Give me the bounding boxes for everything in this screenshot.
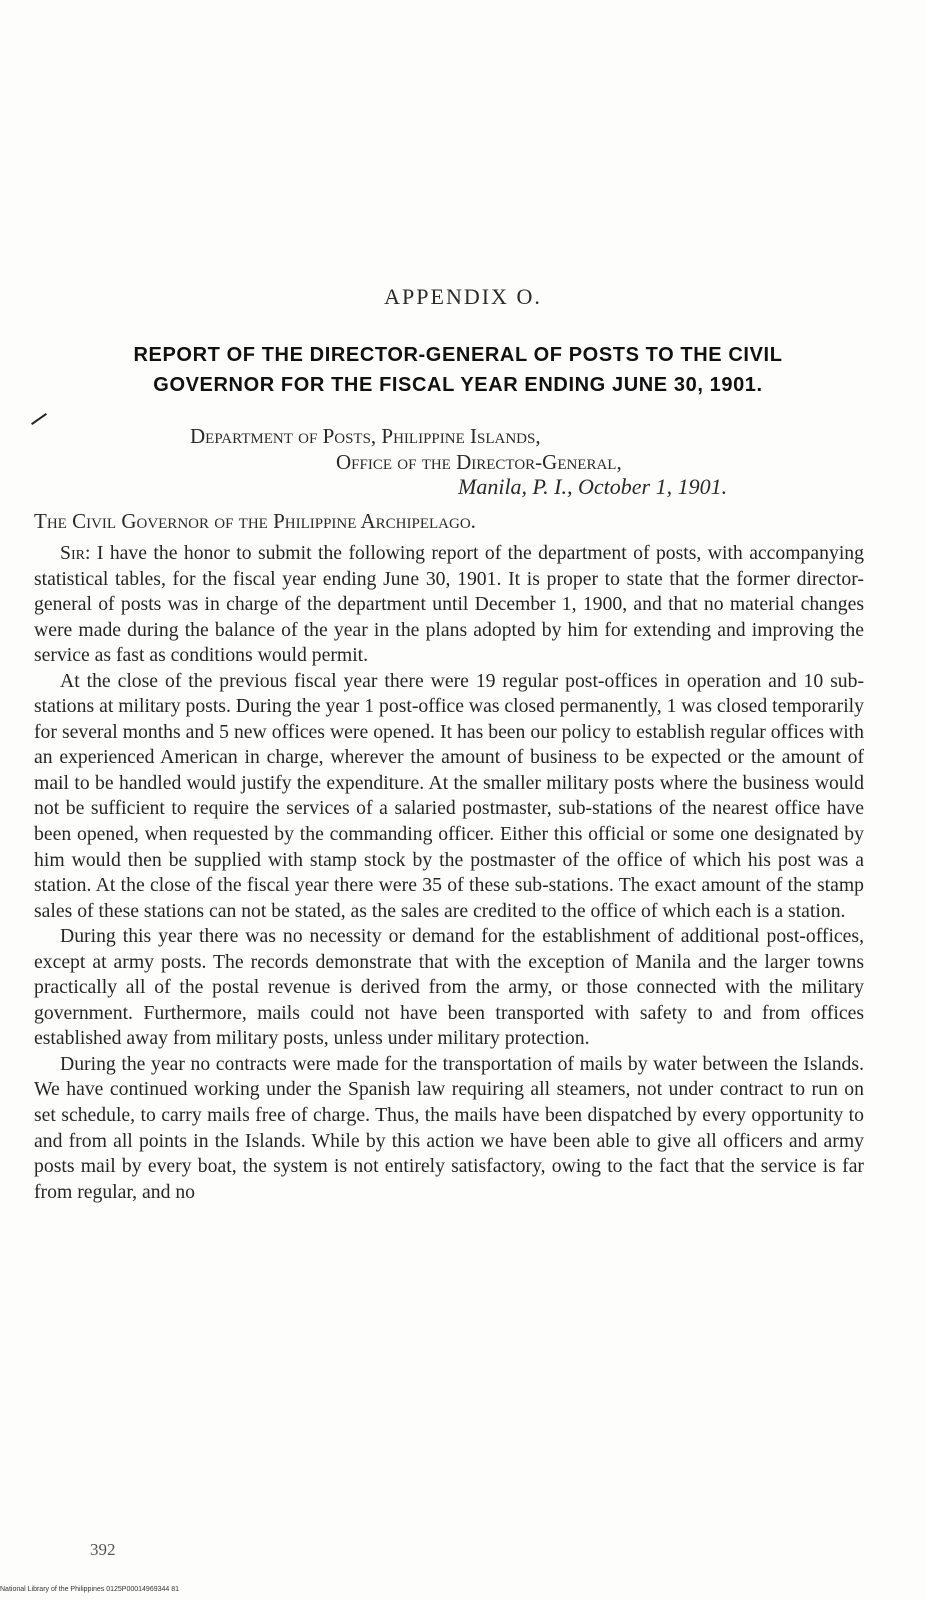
report-title: [30, 340, 886, 400]
paragraph-4: During the year no contracts were made for the transportation of mails by water between the Islands. We have continued working under the Spanish law requiring all steamers, not under contract to run on set schedule, to carry mails free of charge. Thus, the mails have been dispatched by every opportunity to and from all points in the Islands. While by this action we have been able to give all officers and army posts mail by every boat, the system is not entirely satisfactory, owing to the fact that the service is far from regular, and no: [34, 1052, 864, 1203]
report-body: [34, 541, 864, 1205]
page-number: 392: [90, 1540, 116, 1559]
appendix-heading: APPENDIX O.: [384, 284, 542, 309]
place-date-line: Manila, P. I., October 1, 1901.: [458, 474, 728, 499]
paragraph-2: At the close of the previous fiscal year there were 19 regular post-offices in operation and 10 sub-stations at military posts. During the year 1 post-office was closed permanently, 1 was closed temporarily for several months and 5 new offices were opened. It has been our policy to establish regular offices with an experienced American in charge, wherever the amount of business to be expected or the amount of mail to be handled would justify the expenditure. At the smaller military posts where the business would not be sufficient to require the services of a salaried postmaster, sub-stations of the nearest office have been opened, when requested by the commanding officer. Either this official or some one designated by him would then be supplied with stamp stock by the postmaster of the office of which his post was a station. At the close of the fiscal year there were 35 of these sub-stations. The exact amount of the stamp sales of these stations can not be stated, as the sales are credited to the office of which each is a station.: [34, 669, 864, 922]
addressee: The Civil Governor of the Philippine Archipelago.: [34, 509, 476, 533]
paragraph-1-text: I have the honor to submit the following report of the department of posts, with accompanying statistical tables, for the fiscal year ending June 30, 1901. It is proper to state that the former director-general of posts was in charge of the department until December 1, 1900, and that no material changes were made during the balance of the year in the plans adopted by him for extending and improving the service as fast as conditions would permit.: [34, 542, 864, 667]
pen-mark: [31, 413, 47, 425]
report-title-line-2: GOVERNOR FOR THE FISCAL YEAR ENDING JUNE 30, 1901.: [153, 374, 763, 396]
paragraph-3: During this year there was no necessity or demand for the establishment of additional post-offices, except at army posts. The records demonstrate that with the exception of Manila and the larger towns practically all of the postal revenue is derived from the army, or those connected with the military government. Furthermore, mails could not have been transported with safety to and from offices established away from military posts, unless under military protection.: [34, 925, 864, 1050]
department-line-2: Office of the Director-General,: [336, 450, 622, 474]
archive-footer-note: National Library of the Philippines 0125P00014969344 81: [0, 1586, 180, 1593]
salutation: Sir:: [60, 542, 91, 564]
report-title-line-1: REPORT OF THE DIRECTOR-GENERAL OF POSTS TO THE CIVIL: [133, 344, 783, 366]
paragraph-1: [34, 541, 864, 669]
department-line-1: Department of Posts, Philippine Islands,: [190, 424, 541, 448]
